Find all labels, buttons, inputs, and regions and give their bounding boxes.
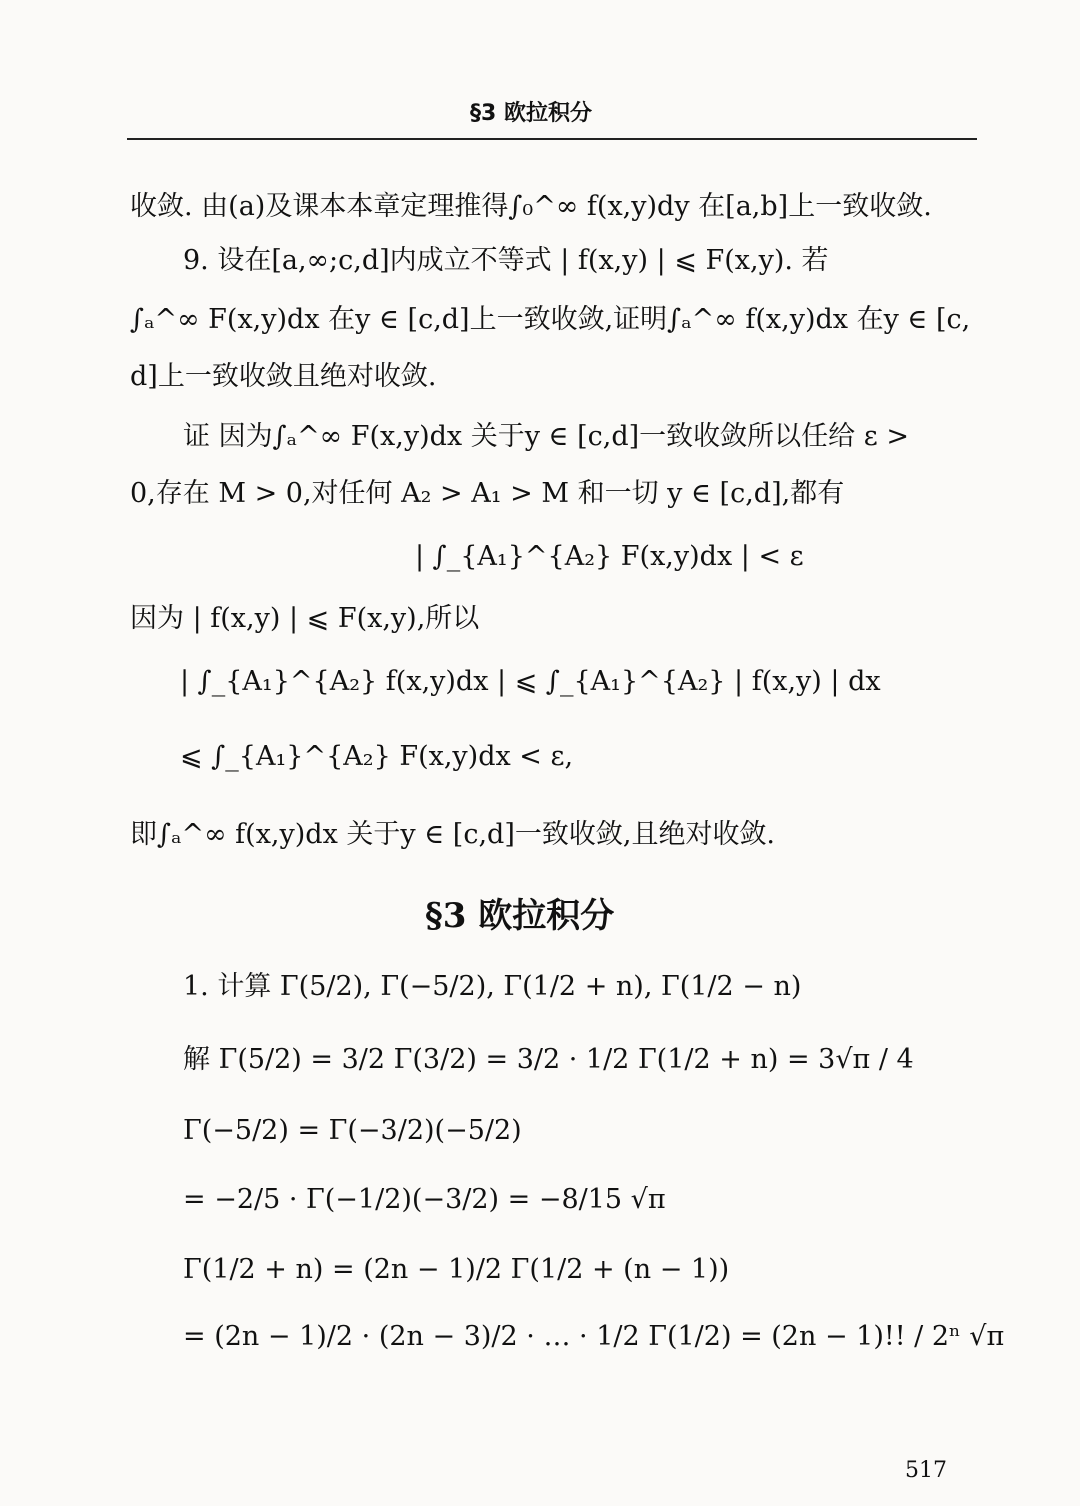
text-line-4: d]上一致收敛且绝对收敛. <box>130 361 437 392</box>
running-header: §3 欧拉积分 <box>470 101 592 126</box>
header-rule <box>127 138 977 140</box>
solution-line-2: Γ(−5/2) = Γ(−3/2)(−5/2) <box>183 1115 522 1146</box>
solution-line-4: Γ(1/2 + n) = (2n − 1)/2 Γ(1/2 + (n − 1)) <box>183 1254 730 1285</box>
equation-1: | ∫_{A₁}^{A₂} F(x,y)dx | < ε <box>415 541 804 572</box>
problem-9-statement: 9. 设在[a,∞;c,d]内成立不等式 | f(x,y) | ⩽ F(x,y). 若 <box>183 245 829 276</box>
text-line-7: 因为 | f(x,y) | ⩽ F(x,y),所以 <box>130 603 480 634</box>
problem-1-question: 1. 计算 Γ(5/2), Γ(−5/2), Γ(1/2 + n), Γ(1/2 − n) <box>183 971 802 1002</box>
solution-line-5: = (2n − 1)/2 · (2n − 3)/2 · … · 1/2 Γ(1/2) = (2n − 1)!! / 2ⁿ √π <box>183 1321 1005 1352</box>
text-line-3: ∫ₐ^∞ F(x,y)dx 在y ∈ [c,d]上一致收敛,证明∫ₐ^∞ f(x,y)dx 在y ∈ [c, <box>130 304 971 335</box>
equation-3: ⩽ ∫_{A₁}^{A₂} F(x,y)dx < ε, <box>180 741 574 772</box>
solution-line-1: 解 Γ(5/2) = 3/2 Γ(3/2) = 3/2 · 1/2 Γ(1/2 + n) = 3√π / 4 <box>183 1044 914 1075</box>
section-title: §3 欧拉积分 <box>425 896 615 936</box>
page-number: 517 <box>905 1458 947 1483</box>
proof-line-2: 0,存在 M > 0,对任何 A₂ > A₁ > M 和一切 y ∈ [c,d],都有 <box>130 478 845 509</box>
conclusion-line: 即∫ₐ^∞ f(x,y)dx 关于y ∈ [c,d]一致收敛,且绝对收敛. <box>130 819 776 850</box>
solution-line-3: = −2/5 · Γ(−1/2)(−3/2) = −8/15 √π <box>183 1184 666 1215</box>
proof-line-1: 证 因为∫ₐ^∞ F(x,y)dx 关于y ∈ [c,d]一致收敛所以任给 ε > <box>183 421 909 452</box>
text-line-1: 收敛. 由(a)及课本本章定理推得∫₀^∞ f(x,y)dy 在[a,b]上一致收敛. <box>130 191 932 222</box>
equation-2: | ∫_{A₁}^{A₂} f(x,y)dx | ⩽ ∫_{A₁}^{A₂} | f(x,y) | dx <box>180 666 881 697</box>
